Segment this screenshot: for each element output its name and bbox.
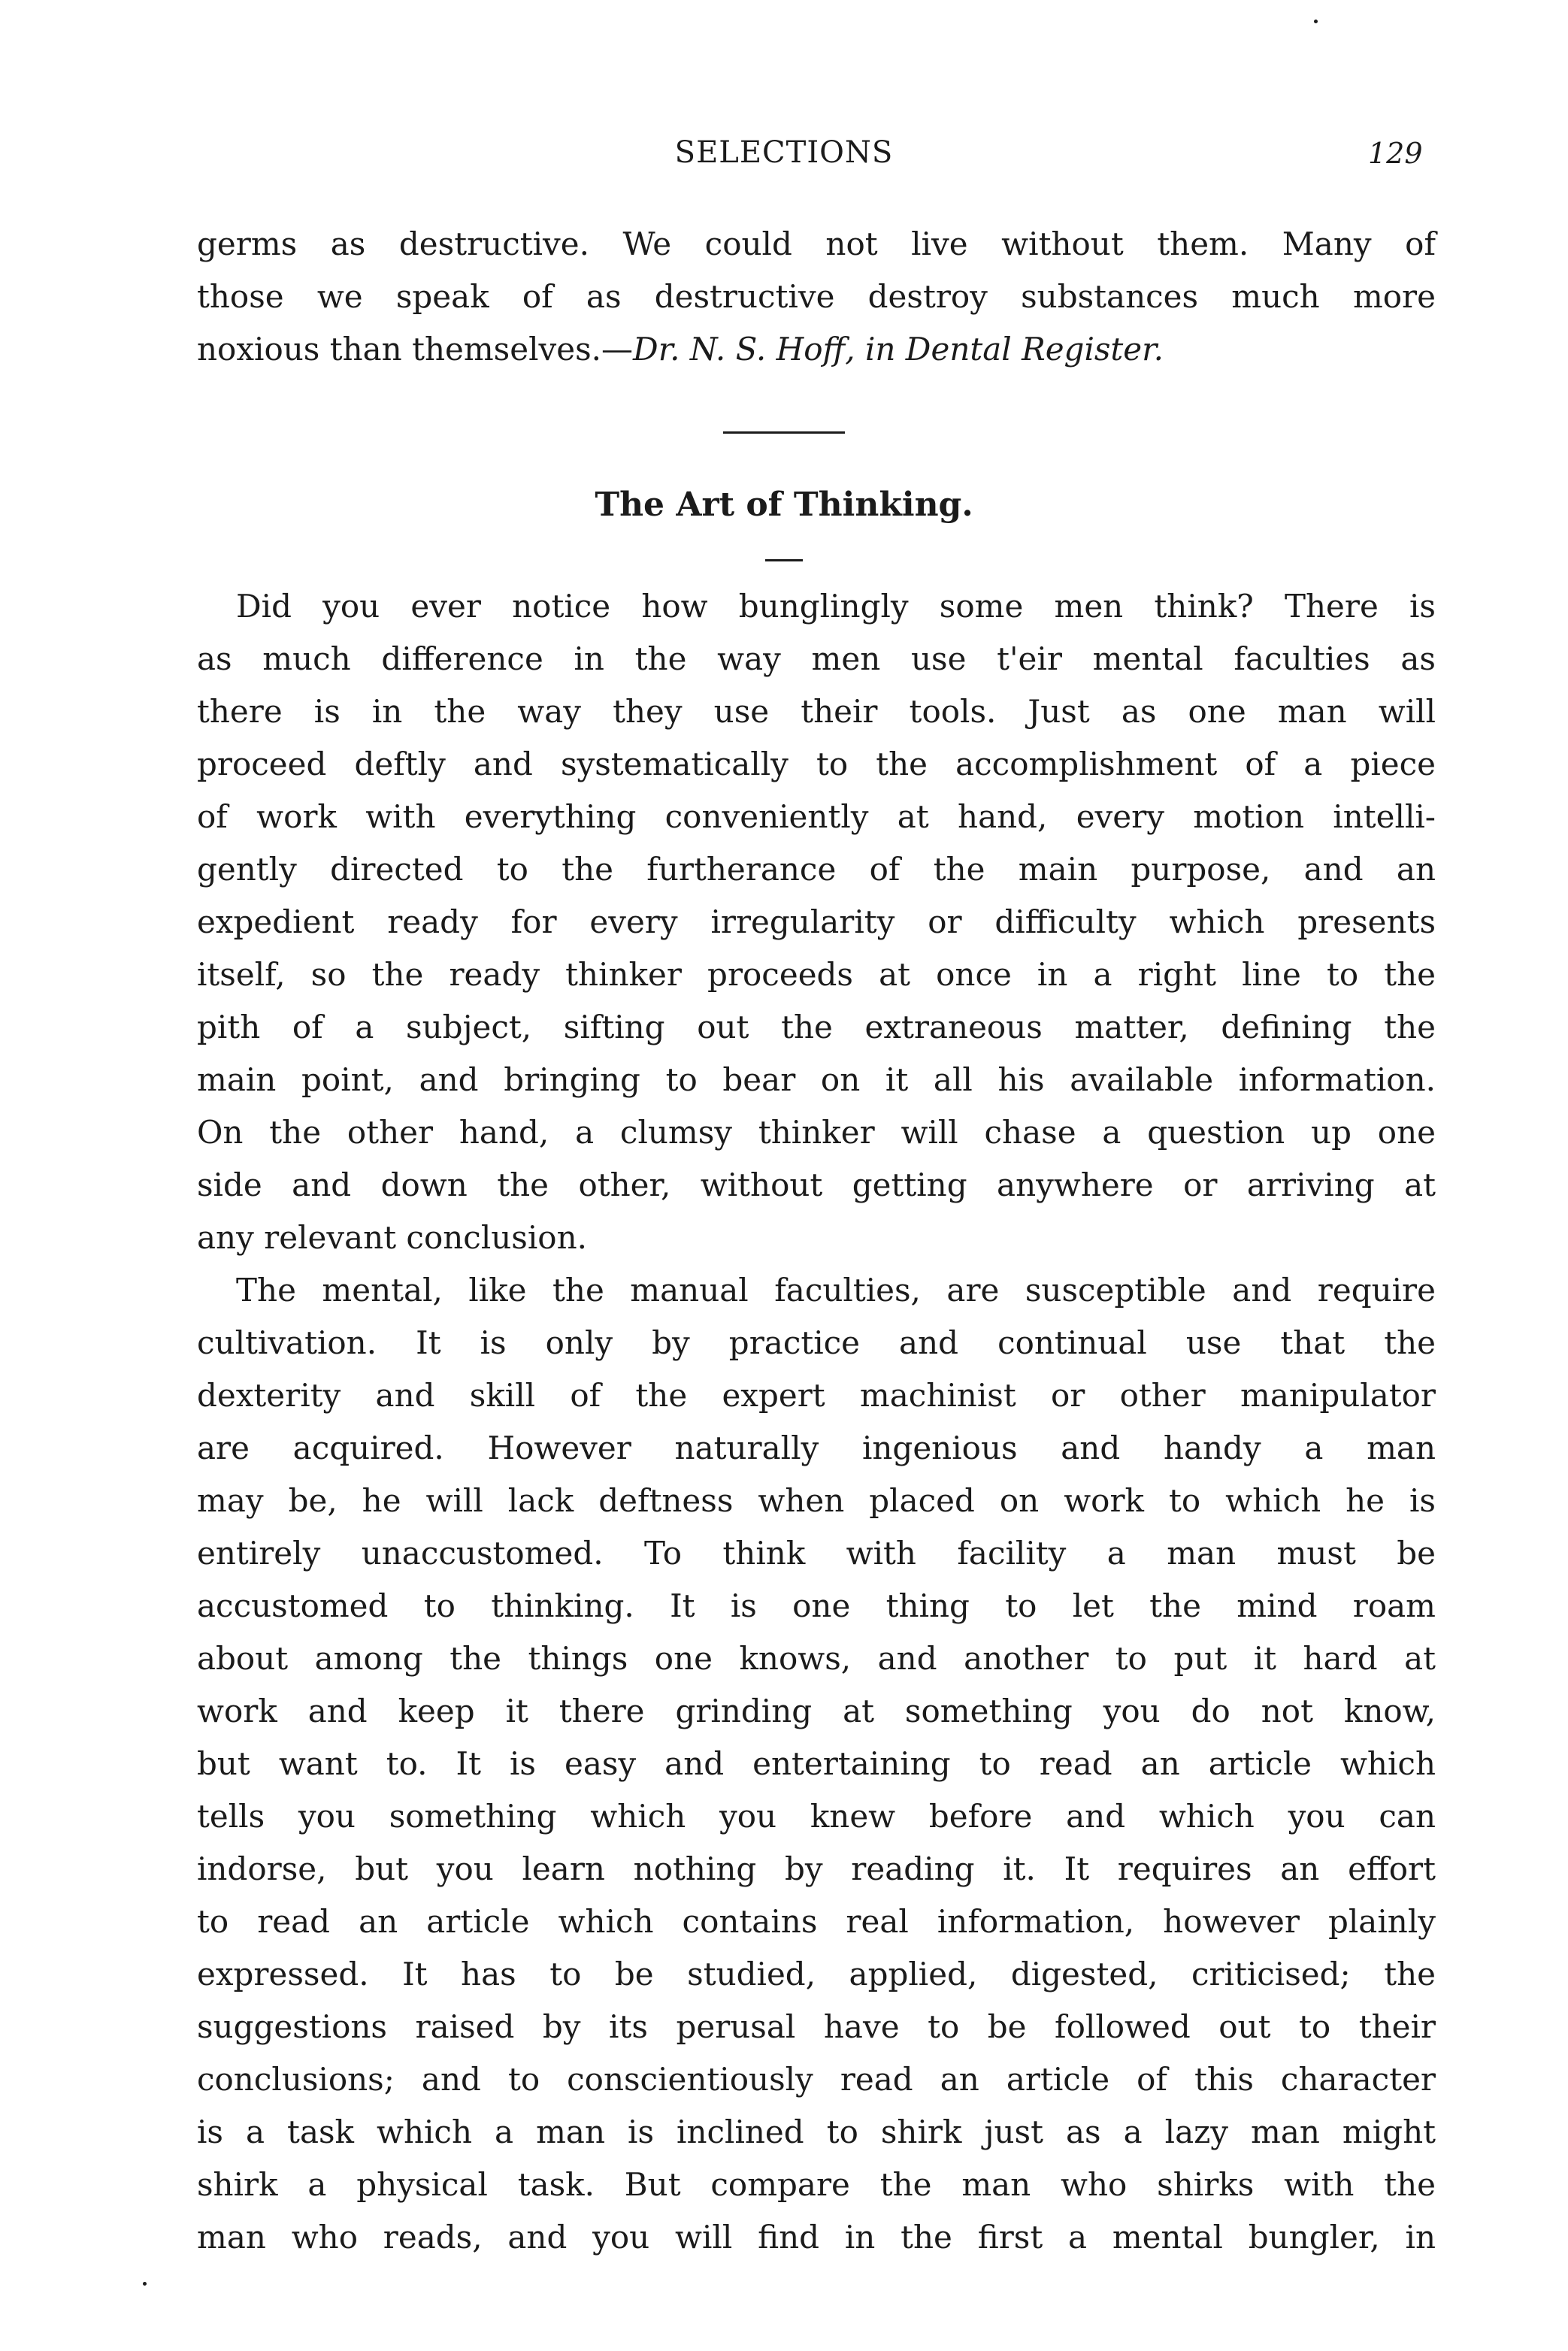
p2-line-18: shirk a physical task. But compare the man who shirks with the — [197, 2166, 1436, 2203]
intro-paragraph — [197, 218, 1436, 376]
p2-line-12: indorse, but you learn nothing by reading it. It requires an effort — [197, 1850, 1436, 1887]
intro-line-3-text: noxious than themselves.— — [197, 331, 634, 368]
p1-line-10: main point, and bringing to bear on it all his available information. — [197, 1061, 1436, 1098]
p2-line-5: may be, he will lack deftness when placed on work to which he is — [197, 1482, 1436, 1519]
p2-line-9: work and keep it there grinding at something you do not know, — [197, 1693, 1436, 1729]
p1-line-7: expedient ready for every irregularity or difficulty which presents — [197, 903, 1436, 940]
scan-speck-top — [1314, 20, 1318, 23]
scan-speck-bottom — [143, 2282, 147, 2286]
p2-line-16: conclusions; and to conscientiously read an article of this character — [197, 2061, 1436, 2098]
p2-line-11: tells you something which you knew before and which you can — [197, 1798, 1436, 1835]
p2-line-17: is a task which a man is inclined to shirk just as a lazy man might — [197, 2113, 1436, 2150]
citation: Dr. N. S. Hoff, in Dental Register. — [633, 331, 1164, 368]
paragraph-1 — [197, 580, 1436, 1264]
p1-line-5: of work with everything conveniently at hand, every motion intelli- — [197, 798, 1436, 835]
section-title: The Art of Thinking. — [595, 486, 973, 524]
p1-line-12: side and down the other, without getting anywhere or arriving at — [197, 1166, 1436, 1203]
intro-line-2: those we speak of as destructive destroy substances much more — [197, 278, 1436, 315]
p1-line-6: gently directed to the furtherance of the main purpose, and an — [197, 851, 1436, 888]
p1-line-9: pith of a subject, sifting out the extraneous matter, defining the — [197, 1009, 1436, 1045]
running-title: SELECTIONS — [674, 135, 894, 170]
title-underline — [765, 559, 803, 561]
page-number: 129 — [1368, 137, 1423, 170]
intro-line-3 — [197, 323, 1436, 376]
p2-line-6: entirely unaccustomed. To think with facility a man must be — [197, 1535, 1436, 1572]
p1-line-4: proceed deftly and systematically to the accomplishment of a piece — [197, 746, 1436, 782]
section-divider — [723, 431, 845, 434]
p1-line-11: On the other hand, a clumsy thinker will chase a question up one — [197, 1114, 1436, 1151]
p1-line-1: Did you ever notice how bunglingly some men think? There is — [236, 588, 1436, 625]
p2-line-14: expressed. It has to be studied, applied, digested, criticised; the — [197, 1956, 1436, 1992]
p2-line-7: accustomed to thinking. It is one thing to let the mind roam — [197, 1587, 1436, 1624]
p1-line-2: as much difference in the way men use t'eir mental faculties as — [197, 640, 1436, 677]
p1-line-13: any relevant conclusion. — [197, 1219, 587, 1256]
p2-line-19: man who reads, and you will find in the first a mental bungler, in — [197, 2219, 1436, 2256]
p2-line-3: dexterity and skill of the expert machinist or other manipulator — [197, 1377, 1436, 1414]
p2-line-10: but want to. It is easy and entertaining to read an article which — [197, 1745, 1436, 1782]
p1-line-3: there is in the way they use their tools. Just as one man will — [197, 693, 1436, 730]
p2-line-1: The mental, like the manual faculties, are susceptible and require — [236, 1272, 1436, 1309]
intro-line-1: germs as destructive. We could not live without them. Many of — [197, 225, 1436, 262]
p2-line-15: suggestions raised by its perusal have to be followed out to their — [197, 2008, 1436, 2045]
p2-line-2: cultivation. It is only by practice and continual use that the — [197, 1324, 1436, 1361]
paragraph-2 — [197, 1264, 1436, 2264]
p2-line-8: about among the things one knows, and another to put it hard at — [197, 1640, 1436, 1677]
p1-line-8: itself, so the ready thinker proceeds at once in a right line to the — [197, 956, 1436, 993]
p2-line-13: to read an article which contains real information, however plainly — [197, 1903, 1436, 1940]
p2-line-4: are acquired. However naturally ingenious and handy a man — [197, 1430, 1436, 1466]
